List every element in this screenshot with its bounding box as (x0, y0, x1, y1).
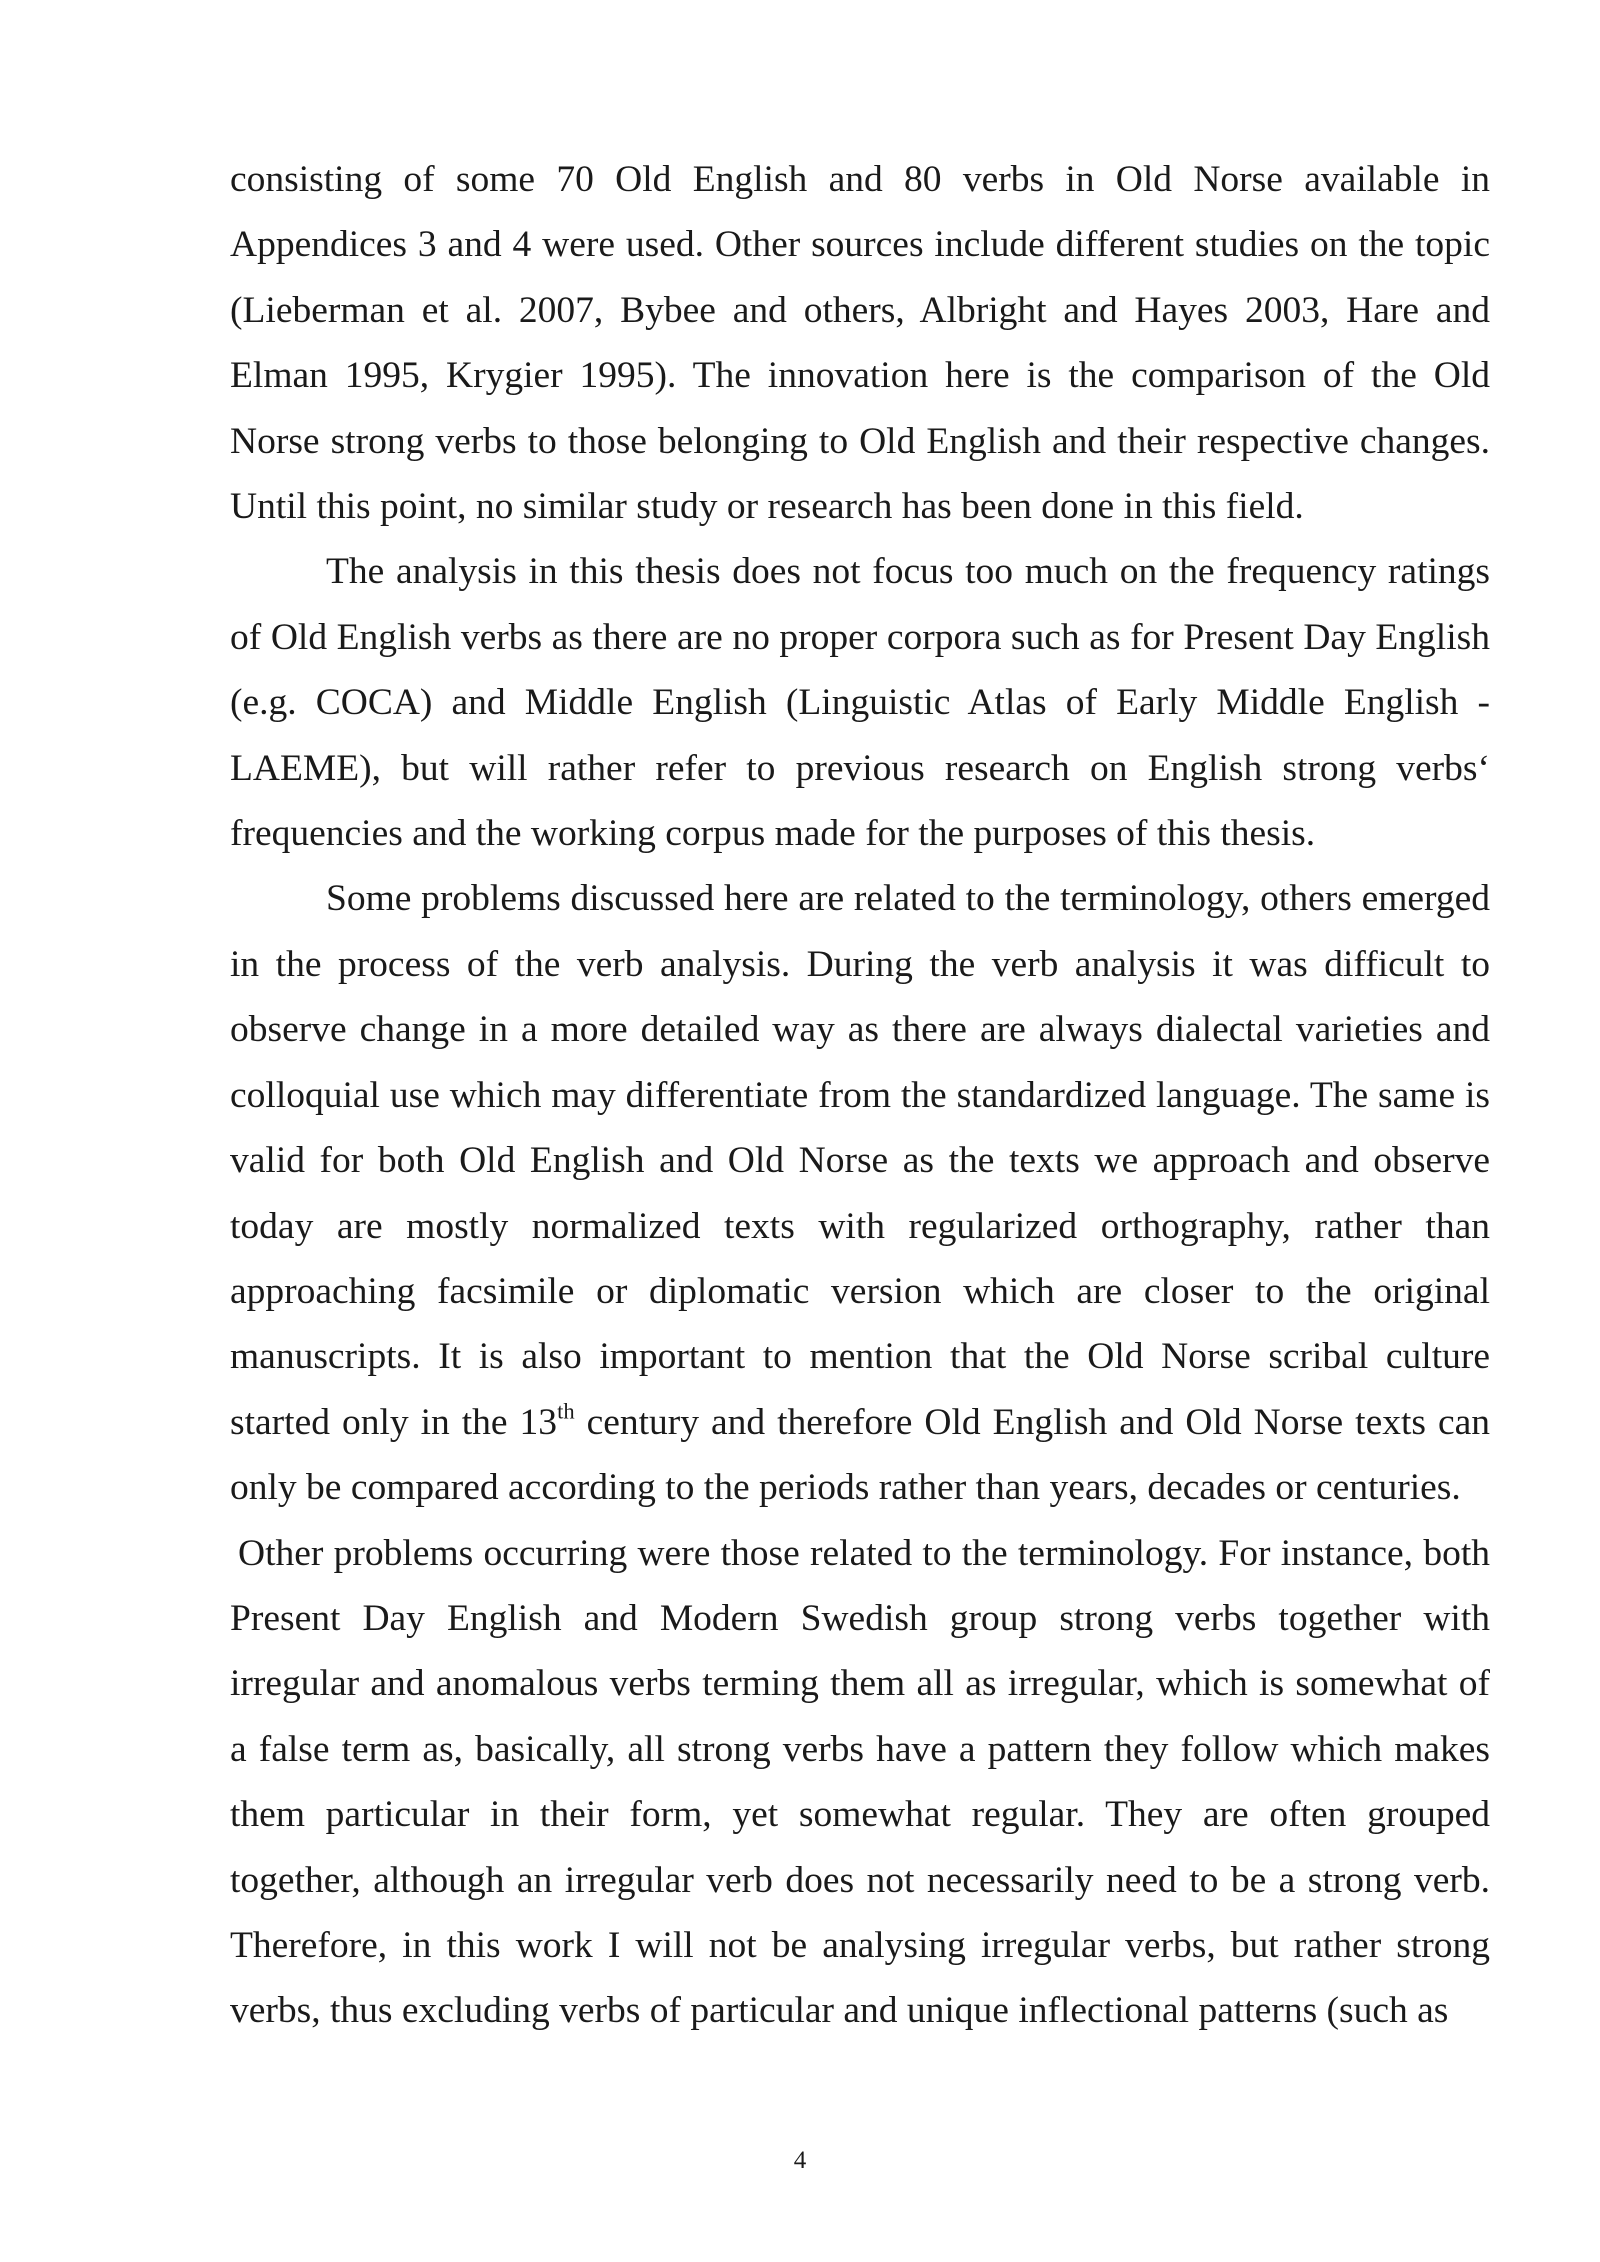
paragraph-1: consisting of some 70 Old English and 80 verbs in Old Norse available in Appendices 3 and 4 were used. Other sources include different studies on the topic (Lieberman et al. 2007, Bybee and others, Albright and Hayes 2003, Hare and Elman 1995, Krygier 1995). The innovation here is the comparison of the Old Norse strong verbs to those belonging to Old English and their respective changes. Until this point, no similar study or research has been done in this field. (230, 159, 1490, 528)
paragraph-3-text-before: Some problems discussed here are related to the terminology, others emerged in the process of the verb analysis. During the verb analysis it was difficult to observe change in a more detailed way as there are always dialectal varieties and colloquial use which may differentiate from the standardized language. The same is valid for both Old English and Old Norse as the texts we approach and observe today are mostly normalized texts with regularized orthography, rather than approaching facsimile or diplomatic version which are closer to the original manuscripts. It is also important to mention that the Old Norse scribal culture started only in the 13 (230, 878, 1490, 1443)
paragraph-3-text-after: century and therefore Old English and Old Norse texts can only be compared according to the periods rather than years, decades or centuries. (230, 1401, 1491, 1509)
ordinal-superscript: th (557, 1397, 575, 1423)
page-number: 4 (793, 2147, 807, 2174)
paragraph-3 (230, 866, 1490, 1520)
paragraph-2: The analysis in this thesis does not focus too much on the frequency ratings of Old English verbs as there are no proper corpora such as for Present Day English (e.g. COCA) and Middle English (Linguistic Atlas of Early Middle English - LAEME), but will rather refer to previous research on English strong verbs‘ frequencies and the working corpus made for the purposes of this thesis. (230, 551, 1490, 855)
body-text (230, 147, 1490, 2044)
paragraph-4: Other problems occurring were those related to the terminology. For instance, both Present Day English and Modern Swedish group strong verbs together with irregular and anomalous verbs terming them all as irregular, which is somewhat of a false term as, basically, all strong verbs have a pattern they follow which makes them particular in their form, yet somewhat regular. They are often grouped together, although an irregular verb does not necessarily need to be a strong verb. Therefore, in this work I will not be analysing irregular verbs, but rather strong verbs, thus excluding verbs of particular and unique inflectional patterns (such as (230, 1532, 1490, 2032)
